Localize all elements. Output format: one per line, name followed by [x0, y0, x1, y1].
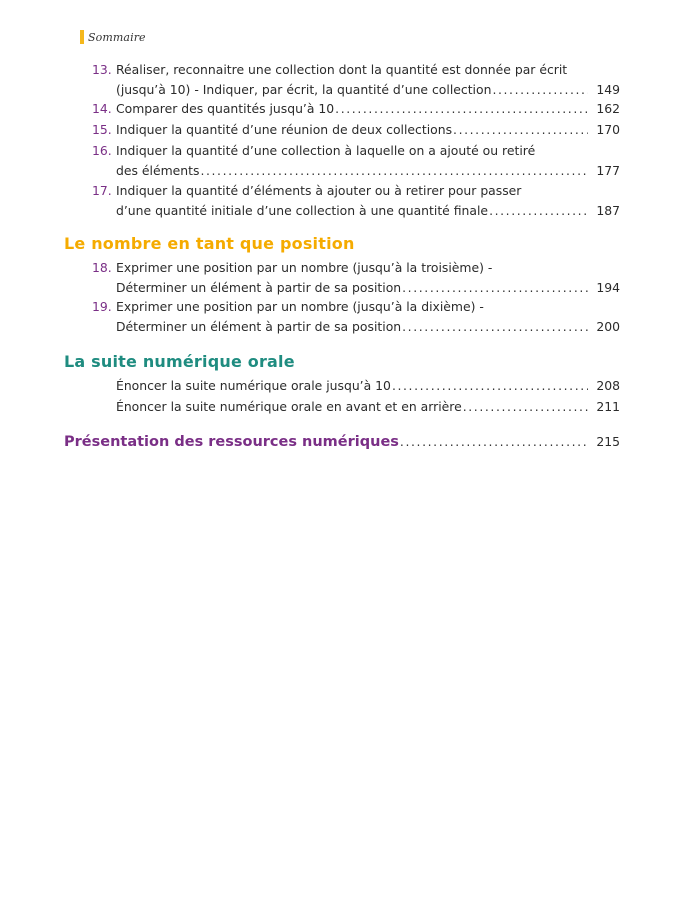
page-number: 200 [596, 319, 620, 334]
entry-text-line: d’une quantité initiale d’une collection à une quantité finale [116, 203, 489, 218]
entry-number: 13. [92, 62, 112, 77]
entry-text-line: Réaliser, reconnaitre une collection dont la quantité est donnée par écrit [116, 62, 568, 77]
entry-number: 18. [92, 260, 112, 275]
leader-dots [392, 376, 588, 396]
entry-number: 16. [92, 143, 112, 158]
leader-dots [402, 317, 588, 337]
entry-text-line: (jusqu’à 10) - Indiquer, par écrit, la quantité d’une collection [116, 82, 492, 97]
toc-entry-presentation[interactable] [64, 432, 620, 452]
header-accent-bar [80, 30, 84, 44]
toc-entry-19[interactable] [92, 297, 620, 337]
entry-text-line: Exprimer une position par un nombre (jusqu’à la dixième) - [116, 299, 484, 314]
section-heading-position[interactable]: Le nombre en tant que position [64, 234, 355, 253]
entry-text-line: Énoncer la suite numérique orale en avant et en arrière [116, 399, 462, 414]
leader-dots [400, 432, 588, 452]
toc-entry-18[interactable] [92, 258, 620, 298]
toc-entry-15[interactable] [92, 120, 620, 140]
toc-entry-14[interactable] [92, 99, 620, 119]
page-number: 215 [596, 434, 620, 449]
entry-number: 14. [92, 101, 112, 116]
leader-dots [463, 397, 588, 417]
page-number: 211 [596, 399, 620, 414]
page-number: 162 [596, 101, 620, 116]
leader-dots [453, 120, 588, 140]
entry-text-line: Indiquer la quantité d’une réunion de deux collections [116, 122, 453, 137]
page-number: 194 [596, 280, 620, 295]
entry-number: 15. [92, 122, 112, 137]
entry-text-line: Déterminer un élément à partir de sa position [116, 319, 402, 334]
entry-text-line: Énoncer la suite numérique orale jusqu’à 10 [116, 378, 391, 393]
entry-text-line: Indiquer la quantité d’éléments à ajouter ou à retirer pour passer [116, 183, 522, 198]
leader-dots [402, 278, 588, 298]
leader-dots [335, 99, 588, 119]
section-heading-suite-orale[interactable]: La suite numérique orale [64, 352, 295, 371]
page-number: 208 [596, 378, 620, 393]
toc-entry-17[interactable] [92, 181, 620, 221]
page-number: 149 [596, 82, 620, 97]
header-title: Sommaire [88, 30, 146, 44]
page-number: 187 [596, 203, 620, 218]
toc-entry-16[interactable] [92, 141, 620, 181]
presentation-title: Présentation des ressources numériques [64, 434, 399, 450]
entry-number: 17. [92, 183, 112, 198]
leader-dots [492, 80, 588, 100]
page-number: 177 [596, 163, 620, 178]
leader-dots [489, 201, 588, 221]
entry-text-line: Indiquer la quantité d’une collection à laquelle on a ajouté ou retiré [116, 143, 536, 158]
entry-number: 19. [92, 299, 112, 314]
toc-entry-suite-avant-arriere[interactable] [116, 397, 620, 417]
toc-entry-13[interactable] [92, 60, 620, 100]
entry-text-line: Exprimer une position par un nombre (jusqu’à la troisième) - [116, 260, 493, 275]
page-header [80, 30, 146, 44]
entry-text-line: Comparer des quantités jusqu’à 10 [116, 101, 335, 116]
leader-dots [200, 161, 588, 181]
page-number: 170 [596, 122, 620, 137]
entry-text-line: des éléments [116, 163, 200, 178]
entry-text-line: Déterminer un élément à partir de sa position [116, 280, 402, 295]
toc-entry-suite-10[interactable] [116, 376, 620, 396]
